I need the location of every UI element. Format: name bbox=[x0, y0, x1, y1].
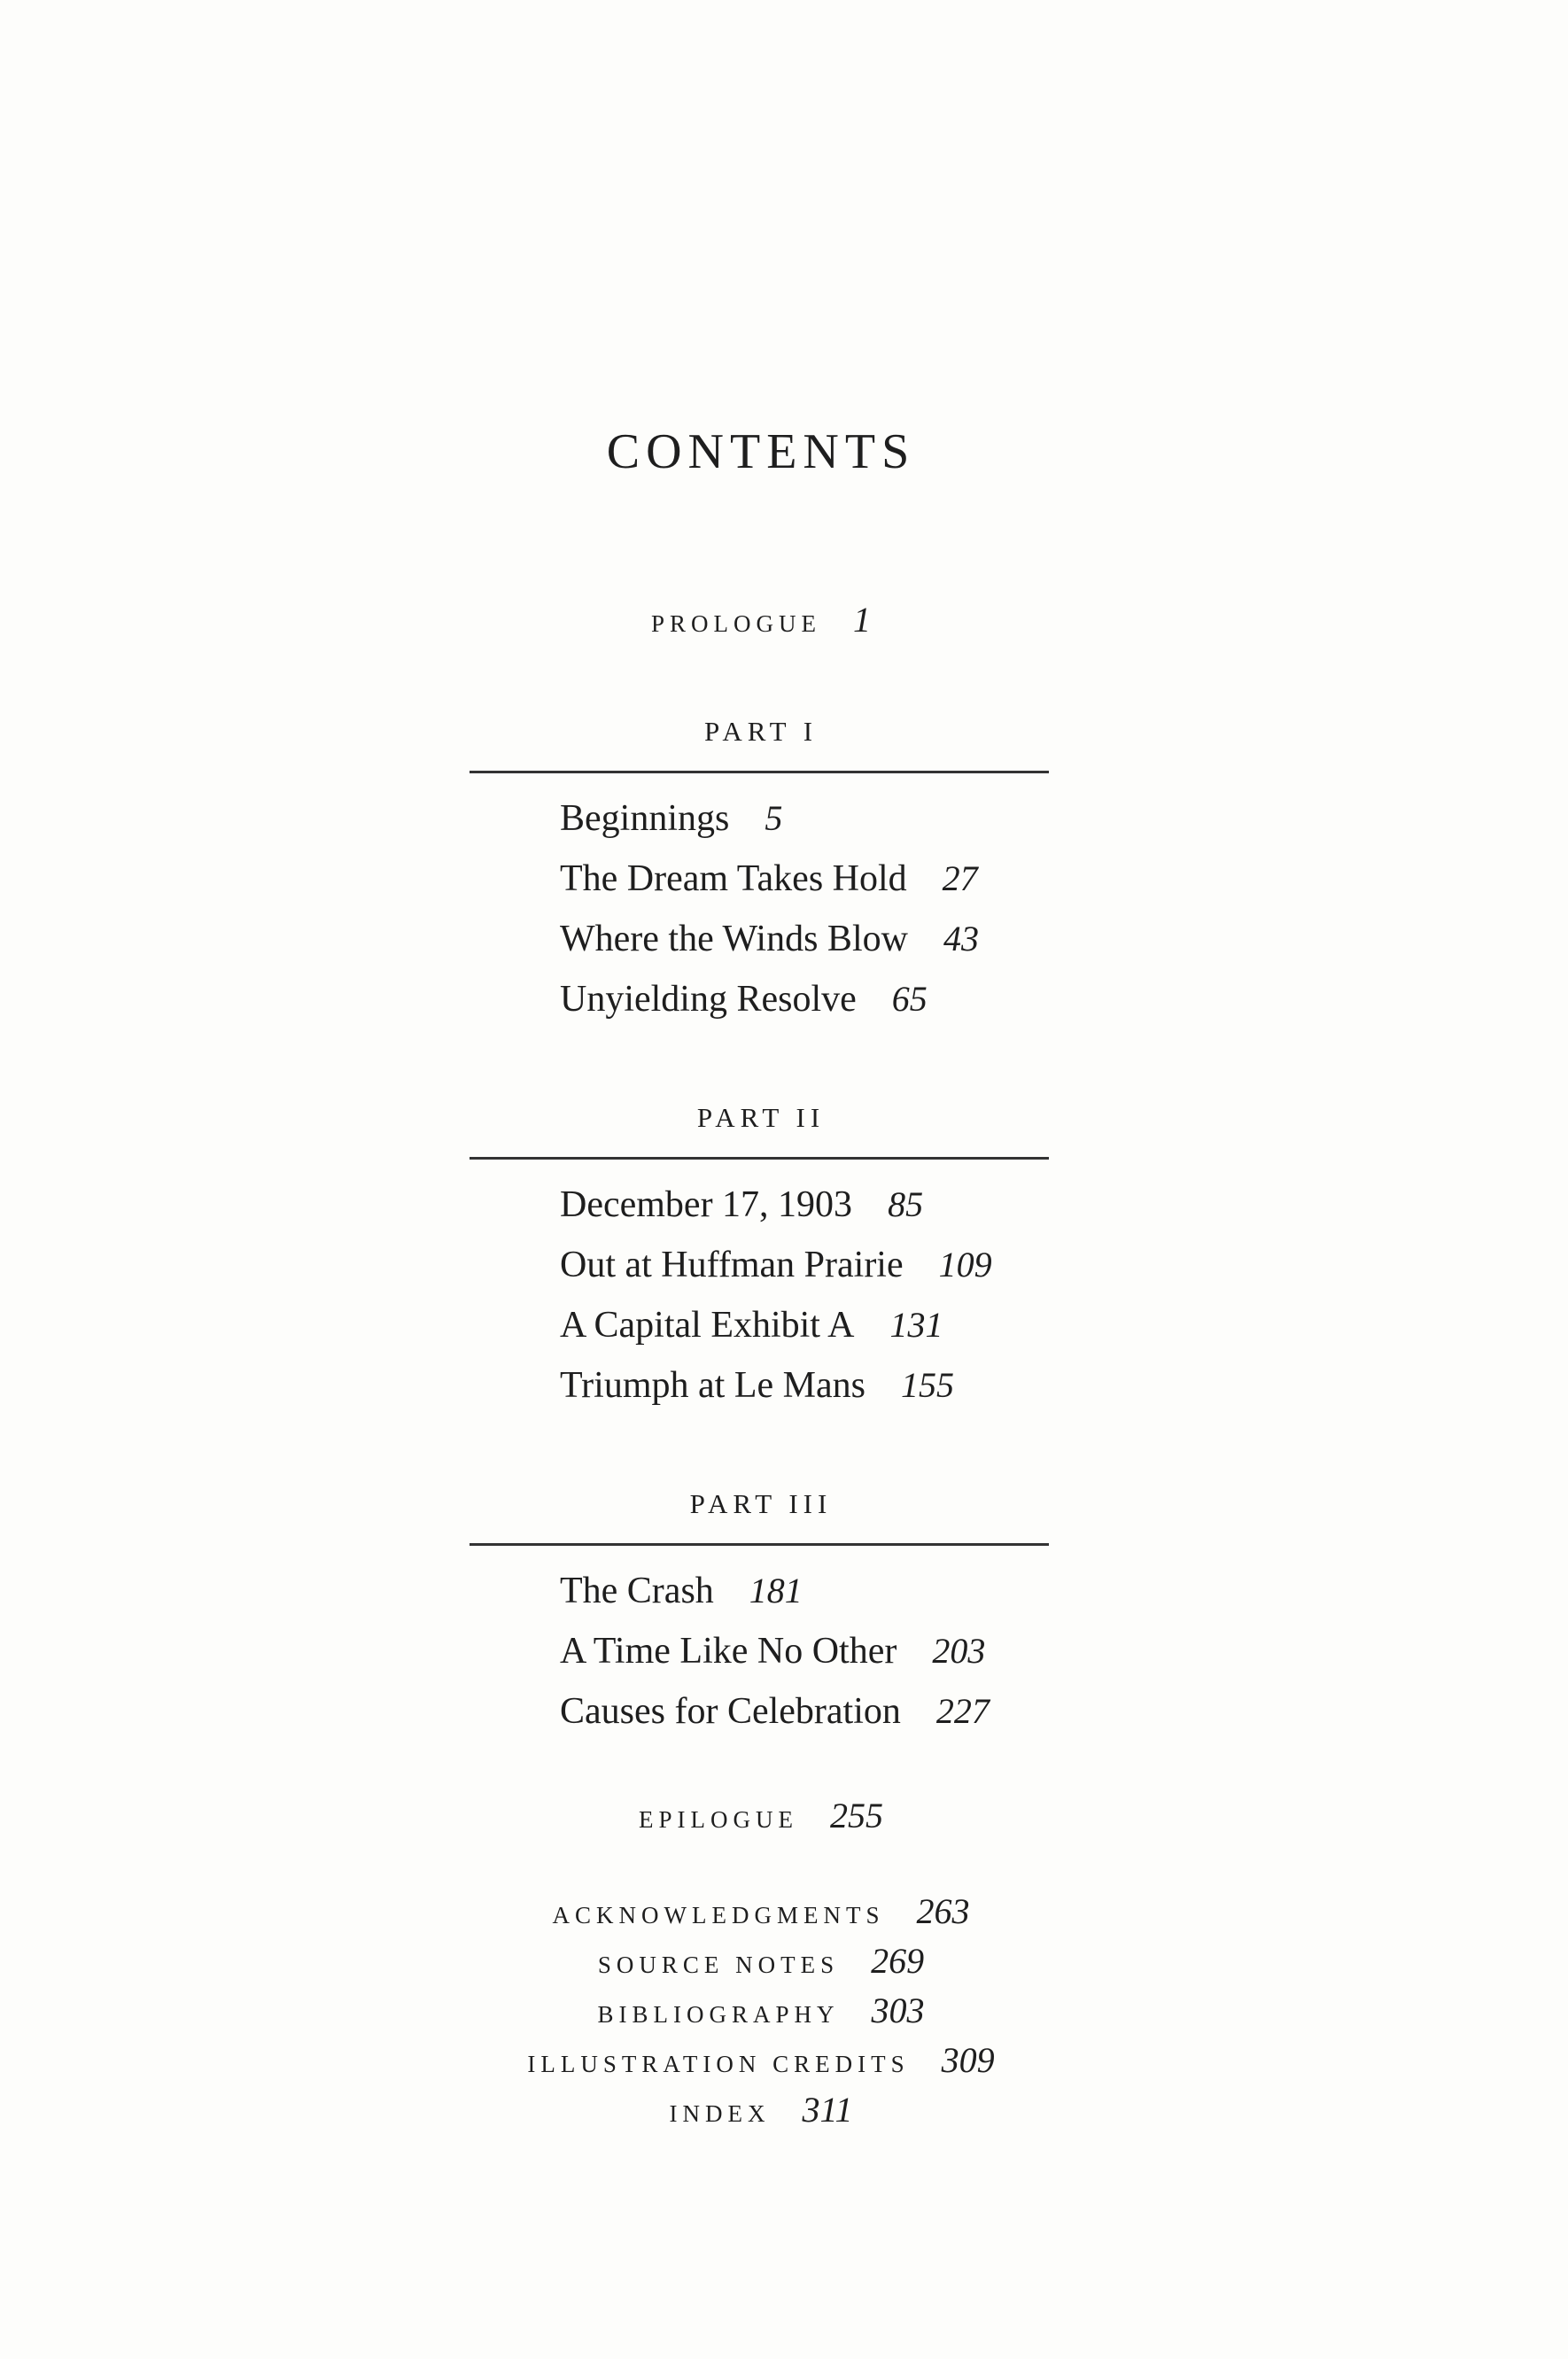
chapter-page: 227 bbox=[935, 1691, 990, 1731]
part-divider bbox=[470, 1543, 1049, 1546]
chapter-page: 65 bbox=[891, 979, 928, 1019]
toc-entry-acknowledgments bbox=[0, 1890, 1522, 1932]
page-title: CONTENTS bbox=[606, 424, 916, 479]
toc-entry-page: 255 bbox=[829, 1796, 883, 1835]
toc-entry-source-notes bbox=[0, 1940, 1522, 1982]
chapter-title: Where the Winds Blow bbox=[560, 919, 908, 959]
part-divider bbox=[470, 771, 1049, 773]
toc-entry-label: ACKNOWLEDGMENTS bbox=[552, 1902, 885, 1928]
chapter-page: 85 bbox=[888, 1184, 924, 1224]
toc-entry-page: 269 bbox=[871, 1941, 925, 1981]
part-heading: PART I bbox=[703, 716, 819, 747]
toc-entry-illustration-credits bbox=[0, 2039, 1522, 2081]
toc-entry-page: 263 bbox=[916, 1891, 970, 1931]
toc-entry-page: 303 bbox=[871, 1990, 925, 2030]
chapter-title: Unyielding Resolve bbox=[560, 979, 857, 1020]
chapter-page: 181 bbox=[749, 1571, 803, 1610]
chapter-page: 27 bbox=[942, 858, 978, 898]
toc-entry-label: INDEX bbox=[669, 2100, 771, 2127]
chapter-page: 109 bbox=[938, 1245, 992, 1284]
part-divider bbox=[470, 1157, 1049, 1160]
chapter-title: The Crash bbox=[560, 1571, 714, 1611]
chapter-title: Causes for Celebration bbox=[560, 1691, 901, 1732]
chapter-page: 203 bbox=[932, 1631, 986, 1671]
toc-entry-page: 309 bbox=[941, 2040, 995, 2080]
toc-entry-label: PROLOGUE bbox=[650, 610, 821, 637]
toc-entry-label: EPILOGUE bbox=[639, 1806, 798, 1833]
part-heading: PART III bbox=[689, 1488, 833, 1519]
toc-entry-label: ILLUSTRATION CREDITS bbox=[527, 2051, 910, 2077]
chapter-title: Triumph at Le Mans bbox=[560, 1365, 866, 1406]
chapter-page: 131 bbox=[889, 1305, 943, 1345]
toc-entry-label: BIBLIOGRAPHY bbox=[597, 2001, 840, 2028]
chapter-title: A Capital Exhibit A bbox=[560, 1305, 855, 1346]
chapter-page: 155 bbox=[900, 1365, 954, 1405]
toc-entry-bibliography bbox=[0, 1990, 1522, 2031]
chapter-page: 43 bbox=[943, 919, 979, 958]
chapter-title: Beginnings bbox=[560, 798, 730, 839]
toc-entry-epilogue bbox=[0, 1795, 1522, 1836]
part-heading: PART II bbox=[696, 1102, 826, 1133]
toc-entry-prologue bbox=[0, 599, 1522, 640]
chapter-title: The Dream Takes Hold bbox=[560, 858, 907, 899]
chapter-title: December 17, 1903 bbox=[560, 1184, 853, 1225]
chapter-title: Out at Huffman Prairie bbox=[560, 1245, 904, 1285]
toc-entry-index bbox=[0, 2089, 1522, 2130]
chapter-title: A Time Like No Other bbox=[560, 1631, 897, 1672]
chapter-page: 5 bbox=[765, 798, 783, 838]
toc-entry-page: 1 bbox=[853, 600, 871, 640]
toc-entry-page: 311 bbox=[802, 2090, 853, 2130]
toc-entry-label: SOURCE NOTES bbox=[597, 1952, 840, 1978]
